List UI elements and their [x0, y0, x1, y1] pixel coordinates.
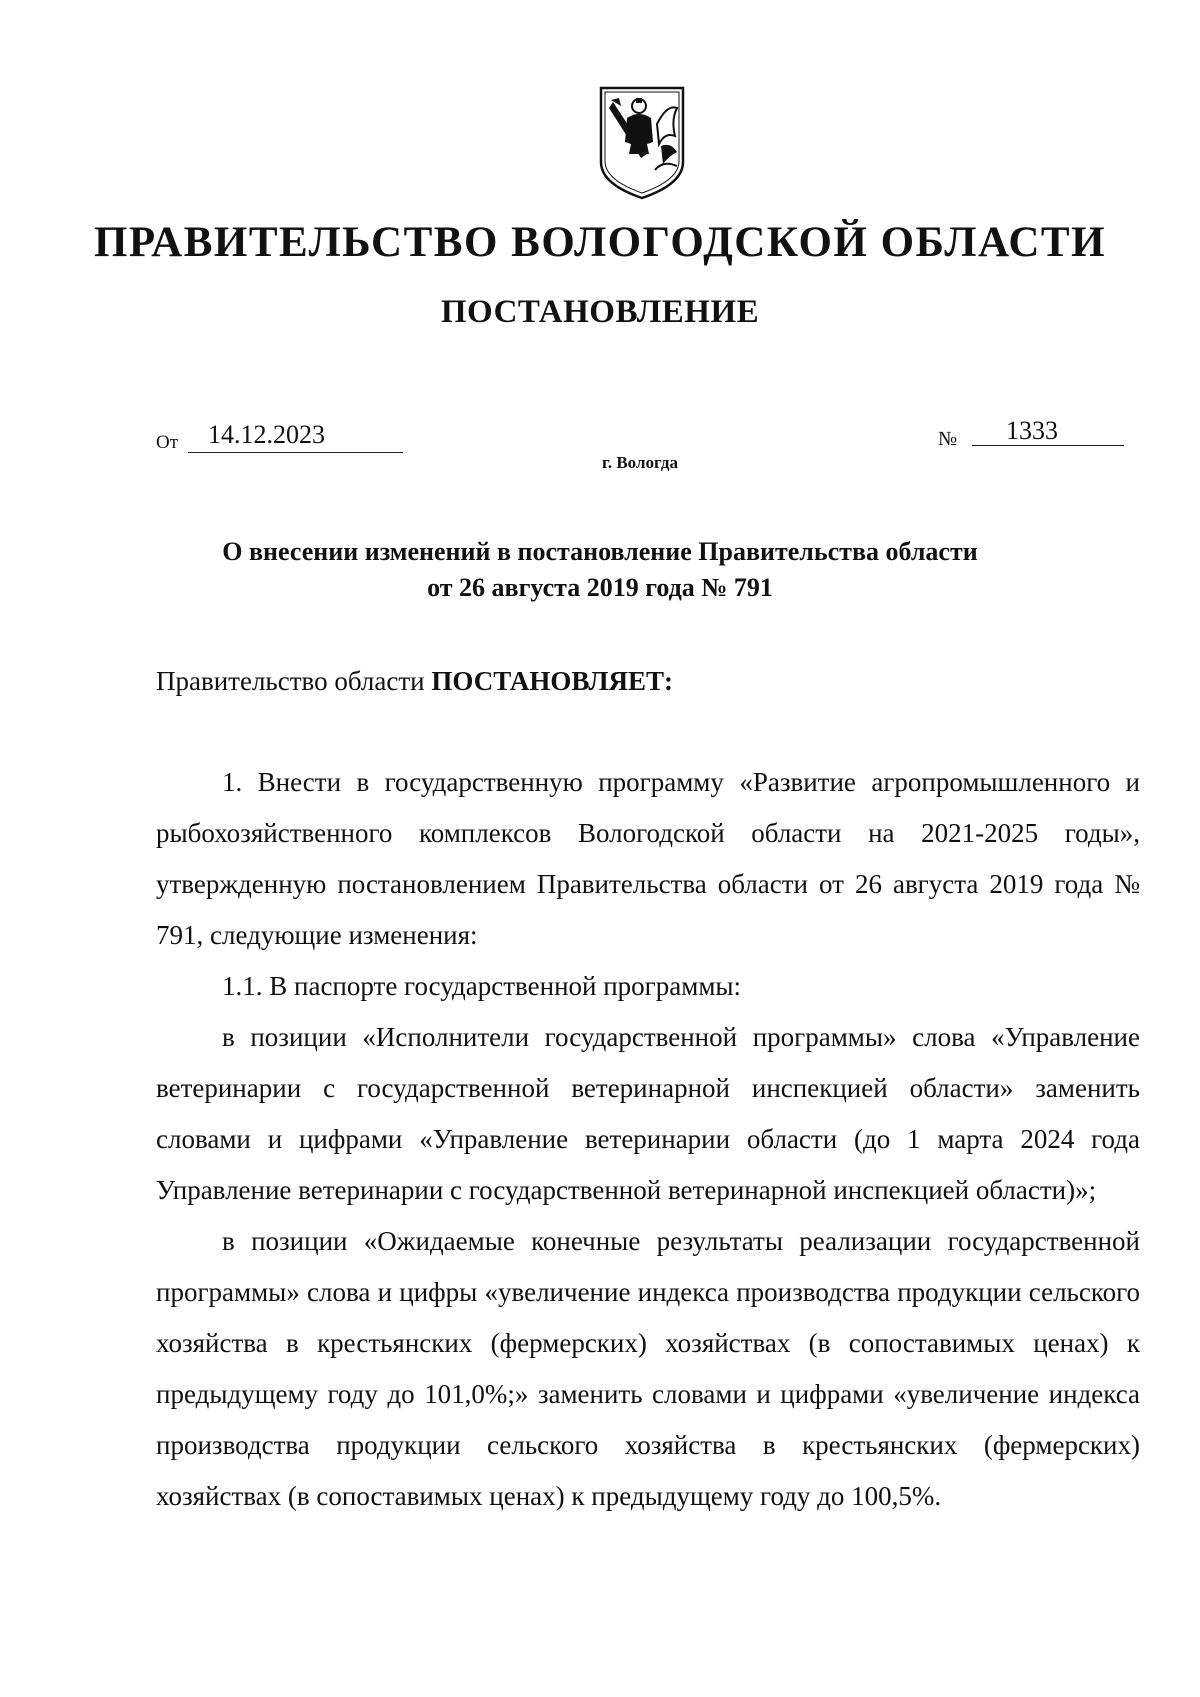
city-label: г. Вологда	[602, 453, 678, 472]
body-paragraph-1: 1. Внести в государственную программу «Развитие агропромышленного и рыбохозяйственного комплексов Вологодской области на 2021-2025 годы», утвержденную постановлением Правительства области от 26 августа 2019 года № 791, следующие изменения:	[156, 767, 1140, 950]
preamble	[156, 666, 673, 697]
preamble-decree-word: ПОСТАНОВЛЯЕТ:	[431, 666, 673, 696]
body-paragraph-4: в позиции «Ожидаемые конечные результаты реализации государственной программы» слова и цифры «увеличение индекса производства продукции сельского хозяйства в крестьянских (фермерских) хозяйствах (в сопоставимых ценах) к предыдущему году до 101,0%;» заменить словами и цифрами «увеличение индекса производства продукции сельского хозяйства в крестьянских (фермерских) хозяйствах (в сопоставимых ценах) к предыдущему году до 100,5%.	[156, 1226, 1140, 1511]
document-date: 14.12.2023	[188, 420, 403, 453]
coat-of-arms-icon	[597, 84, 687, 200]
document-number: 1333	[972, 416, 1124, 446]
document-type-title: ПОСТАНОВЛЕНИЕ	[440, 294, 760, 330]
document-body	[156, 757, 1140, 1522]
number-label: №	[938, 428, 958, 450]
subject-line-2: от 26 августа 2019 года № 791	[427, 573, 773, 602]
subject-line-1: О внесении изменений в постановление Правительства области	[222, 537, 978, 566]
body-paragraph-3: в позиции «Исполнители государственной программы» слова «Управление ветеринарии с государственной ветеринарной инспекцией области» заменить словами и цифрами «Управление ветеринарии области (до 1 марта 2024 года Управление ветеринарии с государственной ветеринарной инспекцией области)»;	[156, 1022, 1140, 1205]
document-subject	[150, 534, 1050, 606]
date-label: От	[156, 432, 179, 453]
preamble-text: Правительство области	[156, 666, 432, 696]
government-title: ПРАВИТЕЛЬСТВО ВОЛОГОДСКОЙ ОБЛАСТИ	[93, 219, 1107, 266]
body-paragraph-2: 1.1. В паспорте государственной программы:	[222, 971, 742, 1001]
